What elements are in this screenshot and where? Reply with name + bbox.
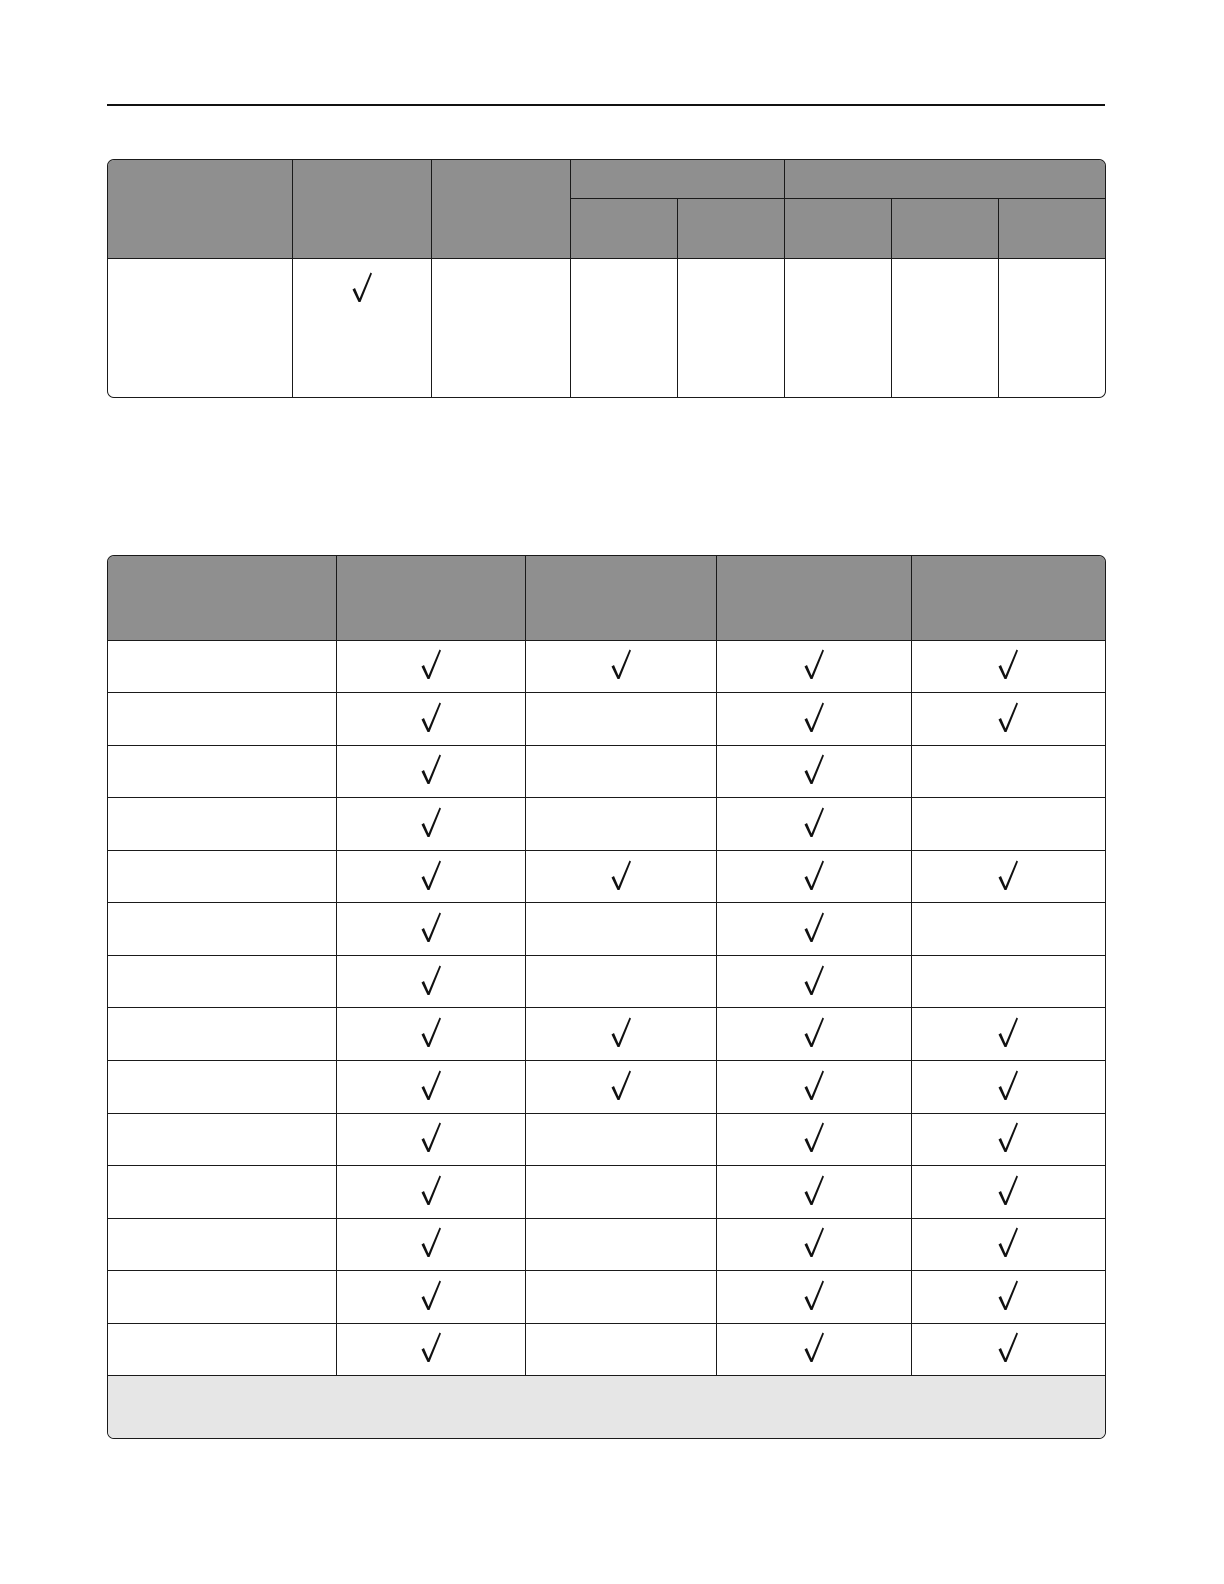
support-cell: [716, 693, 911, 746]
support-cell: [911, 955, 1105, 1008]
support-cell: [525, 1323, 716, 1376]
check-icon: [803, 1121, 825, 1153]
table-footnote-row: [108, 1376, 1105, 1438]
support-cell: [570, 258, 677, 397]
support-cell: [911, 1113, 1105, 1166]
row-label-cell: [108, 955, 336, 1008]
support-cell: [525, 903, 716, 956]
support-cell: [336, 640, 525, 693]
table1-subheader-cell: [784, 198, 891, 258]
support-cell: [336, 1008, 525, 1061]
support-cell: [716, 640, 911, 693]
support-cell: [525, 798, 716, 851]
support-cell: [525, 745, 716, 798]
check-icon: [610, 1016, 632, 1048]
support-cell: [716, 1060, 911, 1113]
check-icon: [803, 1016, 825, 1048]
support-cell: [336, 1218, 525, 1271]
support-cell: [336, 1060, 525, 1113]
check-icon: [803, 753, 825, 785]
check-icon: [420, 911, 442, 943]
row-label-cell: [108, 693, 336, 746]
check-icon: [997, 1069, 1019, 1101]
check-icon: [997, 1226, 1019, 1258]
check-icon: [997, 701, 1019, 733]
check-icon: [420, 648, 442, 680]
support-cell: [525, 640, 716, 693]
table-row: [108, 1323, 1105, 1376]
table-row: [108, 258, 1105, 397]
check-icon: [420, 1016, 442, 1048]
check-icon: [420, 753, 442, 785]
support-cell: [911, 798, 1105, 851]
check-icon: [420, 1279, 442, 1311]
support-cell: [716, 745, 911, 798]
table-row: [108, 955, 1105, 1008]
check-icon: [803, 701, 825, 733]
support-cell: [525, 955, 716, 1008]
table-row: [108, 1271, 1105, 1324]
support-cell: [911, 693, 1105, 746]
support-cell: [336, 798, 525, 851]
check-icon: [997, 1279, 1019, 1311]
support-cell: [911, 903, 1105, 956]
row-label-cell: [108, 640, 336, 693]
support-cell: [336, 903, 525, 956]
support-cell: [911, 1271, 1105, 1324]
support-cell: [716, 1113, 911, 1166]
support-cell: [336, 1166, 525, 1219]
check-icon: [803, 1279, 825, 1311]
support-cell: [525, 693, 716, 746]
support-cell: [677, 258, 784, 397]
check-icon: [610, 859, 632, 891]
check-icon: [610, 648, 632, 680]
table-row: [108, 640, 1105, 693]
row-label-cell: [108, 1218, 336, 1271]
support-cell: [336, 1113, 525, 1166]
row-label-cell: [108, 798, 336, 851]
table1-subheader-cell: [677, 198, 784, 258]
row-label-cell: [108, 745, 336, 798]
row-label-cell: [108, 258, 292, 397]
table1-header-cell: [431, 160, 570, 258]
check-icon: [997, 648, 1019, 680]
support-cell: [911, 1166, 1105, 1219]
support-cell: [525, 1060, 716, 1113]
support-cell: [716, 1166, 911, 1219]
table1-subheader-cell: [998, 198, 1105, 258]
row-label-cell: [108, 1323, 336, 1376]
support-cell: [716, 850, 911, 903]
check-icon: [420, 1174, 442, 1206]
check-icon: [997, 1016, 1019, 1048]
support-cell: [891, 258, 998, 397]
support-cell: [525, 1166, 716, 1219]
table-row: [108, 693, 1105, 746]
table2-header-cell: [336, 556, 525, 640]
check-icon: [420, 1121, 442, 1153]
table1-subheader-cell: [570, 198, 677, 258]
row-label-cell: [108, 850, 336, 903]
support-cell: [911, 1323, 1105, 1376]
support-cell: [525, 1008, 716, 1061]
support-table-2: [107, 555, 1106, 1439]
check-icon: [803, 1174, 825, 1206]
support-cell: [525, 850, 716, 903]
header-rule: [107, 104, 1105, 106]
table1-group-header: [570, 160, 784, 198]
check-icon: [997, 1121, 1019, 1153]
table2-header-cell: [108, 556, 336, 640]
support-cell: [336, 850, 525, 903]
row-label-cell: [108, 1166, 336, 1219]
support-cell: [784, 258, 891, 397]
row-label-cell: [108, 1271, 336, 1324]
table2-header-cell: [716, 556, 911, 640]
table-row: [108, 1060, 1105, 1113]
table1-header-cell: [292, 160, 431, 258]
support-cell: [525, 1113, 716, 1166]
check-icon: [803, 859, 825, 891]
check-icon: [803, 1331, 825, 1363]
table-row: [108, 1166, 1105, 1219]
check-icon: [803, 806, 825, 838]
table-row: [108, 850, 1105, 903]
check-icon: [420, 701, 442, 733]
support-cell: [911, 1008, 1105, 1061]
support-cell: [525, 1218, 716, 1271]
check-icon: [803, 1069, 825, 1101]
table-row: [108, 1113, 1105, 1166]
support-cell: [911, 745, 1105, 798]
support-cell: [911, 850, 1105, 903]
support-cell: [431, 258, 570, 397]
check-icon: [803, 964, 825, 996]
support-table-1: [107, 159, 1106, 398]
table-row: [108, 903, 1105, 956]
check-icon: [803, 648, 825, 680]
support-cell: [716, 1008, 911, 1061]
row-label-cell: [108, 903, 336, 956]
support-cell: [716, 798, 911, 851]
check-icon: [997, 1174, 1019, 1206]
row-label-cell: [108, 1113, 336, 1166]
support-cell: [336, 745, 525, 798]
table-row: [108, 745, 1105, 798]
table1-header-cell: [108, 160, 292, 258]
support-cell: [716, 1218, 911, 1271]
table-row: [108, 1008, 1105, 1061]
support-cell: [525, 1271, 716, 1324]
table-row: [108, 798, 1105, 851]
row-label-cell: [108, 1008, 336, 1061]
check-icon: [420, 806, 442, 838]
table1-group-header: [784, 160, 1105, 198]
support-cell: [716, 955, 911, 1008]
check-icon: [803, 1226, 825, 1258]
support-cell: [336, 1323, 525, 1376]
check-icon: [420, 859, 442, 891]
check-icon: [420, 1226, 442, 1258]
check-icon: [997, 859, 1019, 891]
check-icon: [420, 964, 442, 996]
support-cell: [716, 903, 911, 956]
table1-subheader-cell: [891, 198, 998, 258]
check-icon: [997, 1331, 1019, 1363]
row-label-cell: [108, 1060, 336, 1113]
check-icon: [351, 271, 373, 303]
support-cell: [336, 1271, 525, 1324]
support-cell: [716, 1323, 911, 1376]
support-cell: [911, 1218, 1105, 1271]
check-icon: [420, 1069, 442, 1101]
support-cell: [336, 955, 525, 1008]
support-cell: [716, 1271, 911, 1324]
support-cell: [292, 258, 431, 397]
support-cell: [998, 258, 1105, 397]
support-cell: [911, 640, 1105, 693]
table2-header-cell: [525, 556, 716, 640]
table-row: [108, 1218, 1105, 1271]
check-icon: [420, 1331, 442, 1363]
check-icon: [610, 1069, 632, 1101]
support-cell: [336, 693, 525, 746]
check-icon: [803, 911, 825, 943]
table-footnote: [108, 1376, 1105, 1438]
table2-header-cell: [911, 556, 1105, 640]
support-cell: [911, 1060, 1105, 1113]
